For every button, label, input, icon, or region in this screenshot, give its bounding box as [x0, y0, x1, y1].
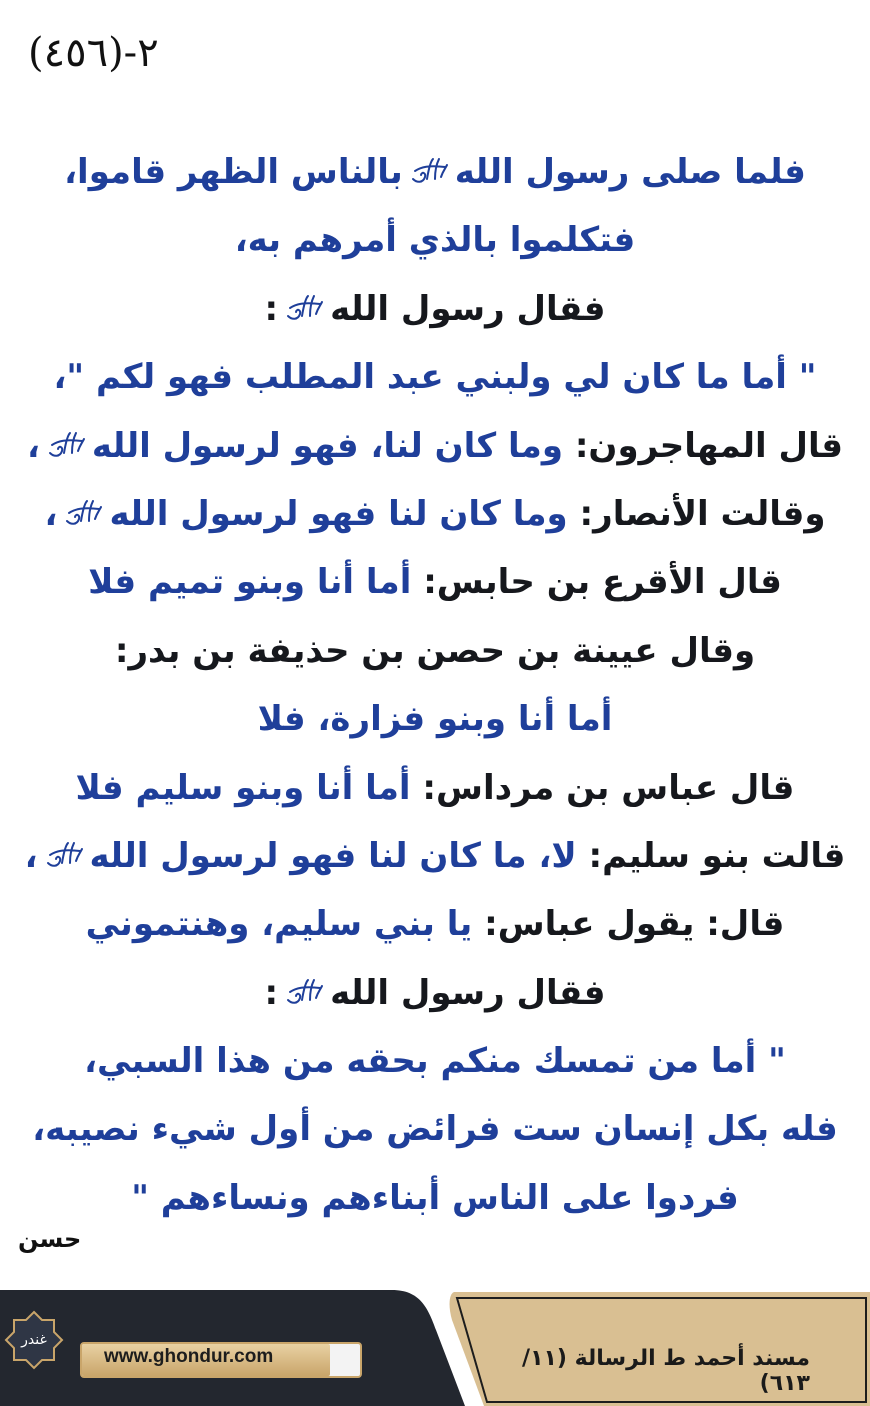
quoted-text: وما كان لنا، فهو لرسول الله	[91, 425, 563, 466]
text-line	[0, 206, 870, 274]
page-number: ٢-(٤٥٦)	[28, 30, 159, 76]
narration-text: قال المهاجرون:	[563, 425, 844, 466]
hadith-text	[0, 138, 870, 1232]
text-line	[0, 959, 870, 1027]
narration-text: قالت بنو سليم:	[576, 835, 846, 876]
text-line	[0, 822, 870, 890]
source-reference: مسند أحمد ط الرسالة (١١/ ٦١٣)	[522, 1346, 810, 1396]
quoted-text: أما أنا وبنو سليم فلا	[75, 767, 411, 808]
quoted-text: ،	[44, 493, 58, 534]
text-line	[0, 1164, 870, 1232]
quoted-text: بالناس الظهر قاموا،	[64, 152, 403, 192]
text-line	[0, 1027, 870, 1095]
quoted-text: ،	[24, 835, 38, 876]
quoted-text: أما أنا وبنو فزارة، فلا	[257, 699, 613, 740]
grade-label: حسن	[18, 1225, 82, 1253]
text-line	[0, 685, 870, 753]
quoted-text: يا بني سليم، وهنتموني	[85, 904, 473, 945]
narration-text: فقال رسول الله	[330, 972, 606, 1013]
text-line	[0, 754, 870, 822]
text-line	[0, 275, 870, 343]
salla-allahu-alayhi-wa-sallam-icon	[44, 837, 84, 873]
salla-allahu-alayhi-wa-sallam-icon	[284, 290, 324, 326]
text-line	[0, 1095, 870, 1163]
logo-text: غندر	[21, 1332, 47, 1348]
narration-text: قال: يقول عباس:	[472, 904, 785, 945]
salla-allahu-alayhi-wa-sallam-icon	[284, 974, 324, 1010]
quoted-text: فتكلموا بالذي أمرهم به،	[234, 220, 636, 261]
salla-allahu-alayhi-wa-sallam-icon	[63, 495, 103, 531]
narration-text: قال عباس بن مرداس:	[410, 767, 795, 808]
narration-text: :	[264, 288, 279, 329]
narration-text: وقالت الأنصار:	[567, 493, 826, 534]
narration-text: :	[264, 972, 279, 1013]
salla-allahu-alayhi-wa-sallam-icon	[409, 153, 449, 189]
narration-text: قال الأقرع بن حابس:	[411, 562, 782, 603]
salla-allahu-alayhi-wa-sallam-icon	[46, 427, 86, 463]
text-line	[0, 138, 870, 206]
quoted-text: ،	[26, 425, 40, 466]
quoted-text: لا، ما كان لنا فهو لرسول الله	[89, 835, 577, 876]
quoted-text: أما أنا وبنو تميم فلا	[88, 562, 412, 603]
quoted-text: فلما صلى رسول الله	[454, 152, 806, 192]
text-line	[0, 343, 870, 411]
text-line	[0, 548, 870, 616]
quoted-text: " أما من تمسك منكم بحقه من هذا السبي،	[84, 1041, 786, 1082]
quoted-text: فردوا على الناس أبناءهم ونساءهم "	[131, 1177, 739, 1218]
narration-text: وقال عيينة بن حصن بن حذيفة بن بدر:	[114, 630, 756, 671]
website-link[interactable]: www.ghondur.com	[104, 1346, 274, 1367]
text-line	[0, 890, 870, 958]
text-line	[0, 412, 870, 480]
quoted-text: فله بكل إنسان ست فرائض من أول شيء نصيبه،	[32, 1109, 838, 1150]
narration-text: فقال رسول الله	[330, 288, 606, 329]
quoted-text: وما كان لنا فهو لرسول الله	[109, 493, 568, 534]
text-line	[0, 480, 870, 548]
quoted-text: " أما ما كان لي ولبني عبد المطلب فهو لكم "،	[53, 357, 817, 398]
text-line	[0, 617, 870, 685]
ghondur-logo-icon	[4, 1310, 64, 1374]
